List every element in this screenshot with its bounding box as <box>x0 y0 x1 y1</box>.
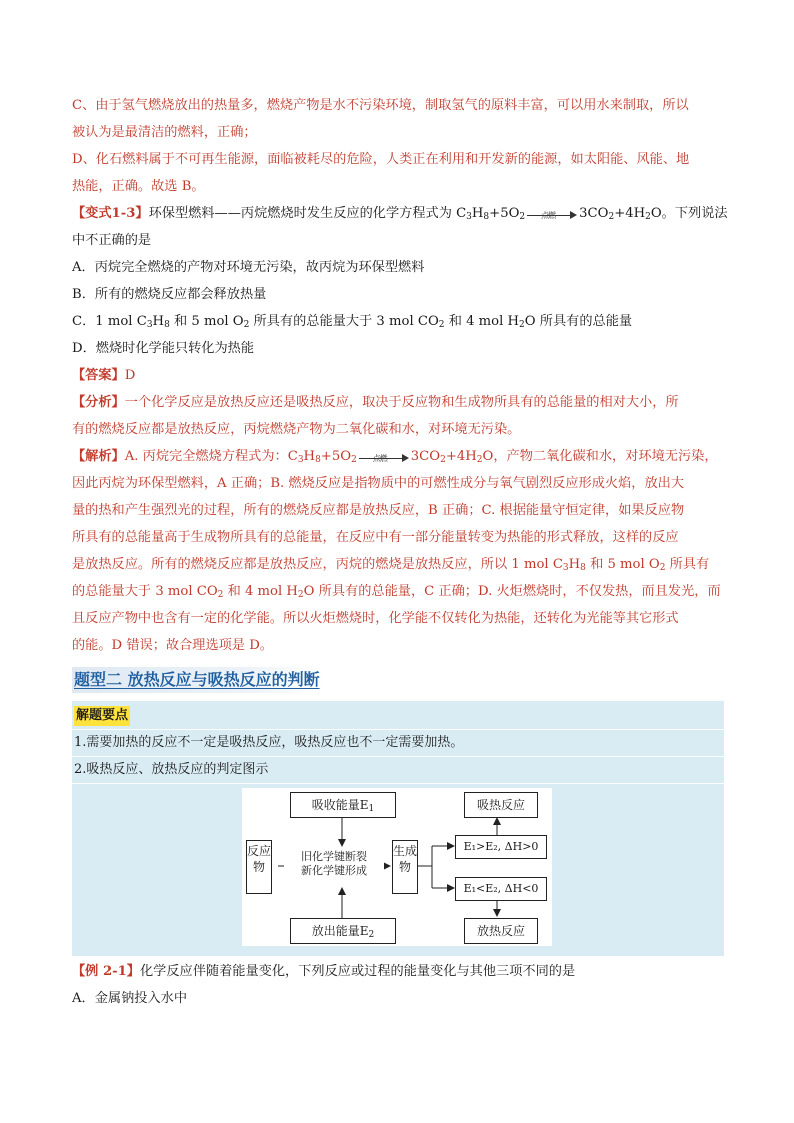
option-a: A．丙烷完全燃烧的产物对环境无污染，故丙烷为环保型燃料 <box>72 260 425 275</box>
tips-title-row <box>72 703 724 730</box>
absorb-energy-box: 吸收能量$E_1$ <box>290 792 396 818</box>
reaction-arrow: 点燃 <box>359 452 409 462</box>
analysis-line1: 【分析】一个化学反应是放热反应还是吸热反应，取决于反应物和生成物所具有的总能量的相对大小，所 <box>72 395 679 410</box>
tips-title: 解题要点 <box>74 706 130 726</box>
option-d-line2: 热能，正确。故选 B。 <box>72 179 205 194</box>
product-box: 生成物 <box>392 840 418 894</box>
explanation-line1: 【解析】A. 丙烷完全燃烧方程式为：$C_3H_8+5O_2$ 点燃 $3CO_2+4H_2O$，产物二氧化碳和水，对环境无污染， <box>72 449 718 465</box>
question-2-1-stem: 【例 2-1】化学反应伴随着能量变化，下列反应或过程的能量变化与其他三项不同的是 <box>72 964 576 979</box>
tips-item-1: 1.需要加热的反应不一定是吸热反应，吸热反应也不一定需要加热。 <box>72 730 724 757</box>
question-tag: 【变式1-3】 <box>72 206 149 221</box>
tips-box <box>72 701 724 956</box>
question-2-1-option-a: A．金属钠投入水中 <box>72 991 188 1006</box>
endothermic-box: 吸热反应 <box>464 792 538 818</box>
option-d-line1: D、化石燃料属于不可再生能源，面临被耗尽的危险，人类正在利用和开发新的能源，如太阳能、风能、地 <box>72 152 690 167</box>
option-c-line1: C、由于氢气燃烧放出的热量多，燃烧产物是水不污染环境，制取氢气的原料丰富，可以用水来制取，所以 <box>72 98 689 113</box>
exothermic-box: 放热反应 <box>464 918 538 944</box>
section-title: 题型二 放热反应与吸热反应的判断 <box>72 667 324 693</box>
bond-change-text: 旧化学键断裂 新化学键形成 <box>284 850 384 878</box>
question-1-3-stem: 【变式1-3】环保型燃料——丙烷燃烧时发生反应的化学方程式为 $C_3H_8+5O_2$ 点燃 $3CO_2+4H_2O$。下列说法 <box>72 206 728 222</box>
explanation-line7: 且反应产物中也含有一定的化学能。所以火炬燃烧时，化学能不仅转化为热能，还转化为光能等其它形式 <box>72 611 679 626</box>
option-b: B．所有的燃烧反应都会释放热量 <box>72 287 267 302</box>
condition-endo-box: E₁>E₂, ΔH>0 <box>455 835 547 859</box>
energy-diagram <box>242 788 552 946</box>
page-content <box>72 92 728 1012</box>
option-c-line2: 被认为是最清洁的燃料，正确； <box>72 125 257 140</box>
option-c: C．1 mol $C_3H_8$ 和 5 mol $O_2$ 所具有的总能量大于 3 mol $CO_2$ 和 4 mol $H_2O$ 所具有的总能量 <box>72 314 633 330</box>
question-1-3-stem-2: 中不正确的是 <box>72 233 152 248</box>
tips-item-2: 2.吸热反应、放热反应的判定图示 <box>72 757 724 784</box>
analysis-line2: 有的燃烧反应都是放热反应，丙烷燃烧产物为二氧化碳和水，对环境无污染。 <box>72 422 521 437</box>
reactant-box: 反应物 <box>246 840 272 894</box>
explanation-line6: 的总能量大于 3 mol $CO_2$ 和 4 mol $H_2O$ 所具有的总能量，C 正确；D. 火炬燃烧时，不仅发热，而且发光，而 <box>72 584 721 600</box>
explanation-line2: 因此丙烷为环保型燃料，A 正确；B. 燃烧反应是指物质中的可燃性成分与氧气剧烈反应形成火焰，放出大 <box>72 476 685 491</box>
explanation-line3: 量的热和产生强烈光的过程，所有的燃烧反应都是放热反应，B 正确；C. 根据能量守恒定律，如果反应物 <box>72 503 685 518</box>
explanation-line5: 是放热反应。所有的燃烧反应都是放热反应，丙烷的燃烧是放热反应，所以 1 mol $C_3H_8$ 和 5 mol $O_2$ 所具有 <box>72 557 710 573</box>
explanation-line4: 所具有的总能量高于生成物所具有的总能量，在反应中有一部分能量转变为热能的形式释放，这样的反应 <box>72 530 679 545</box>
explanation-line8: 的能。D 错误；故合理选项是 D。 <box>72 638 273 653</box>
reaction-arrow: 点燃 <box>527 209 577 219</box>
release-energy-box: 放出能量$E_2$ <box>290 918 396 944</box>
answer-line: 【答案】D <box>72 368 136 383</box>
condition-exo-box: E₁<E₂, ΔH<0 <box>455 877 547 901</box>
option-d: D．燃烧时化学能只转化为热能 <box>72 341 255 356</box>
